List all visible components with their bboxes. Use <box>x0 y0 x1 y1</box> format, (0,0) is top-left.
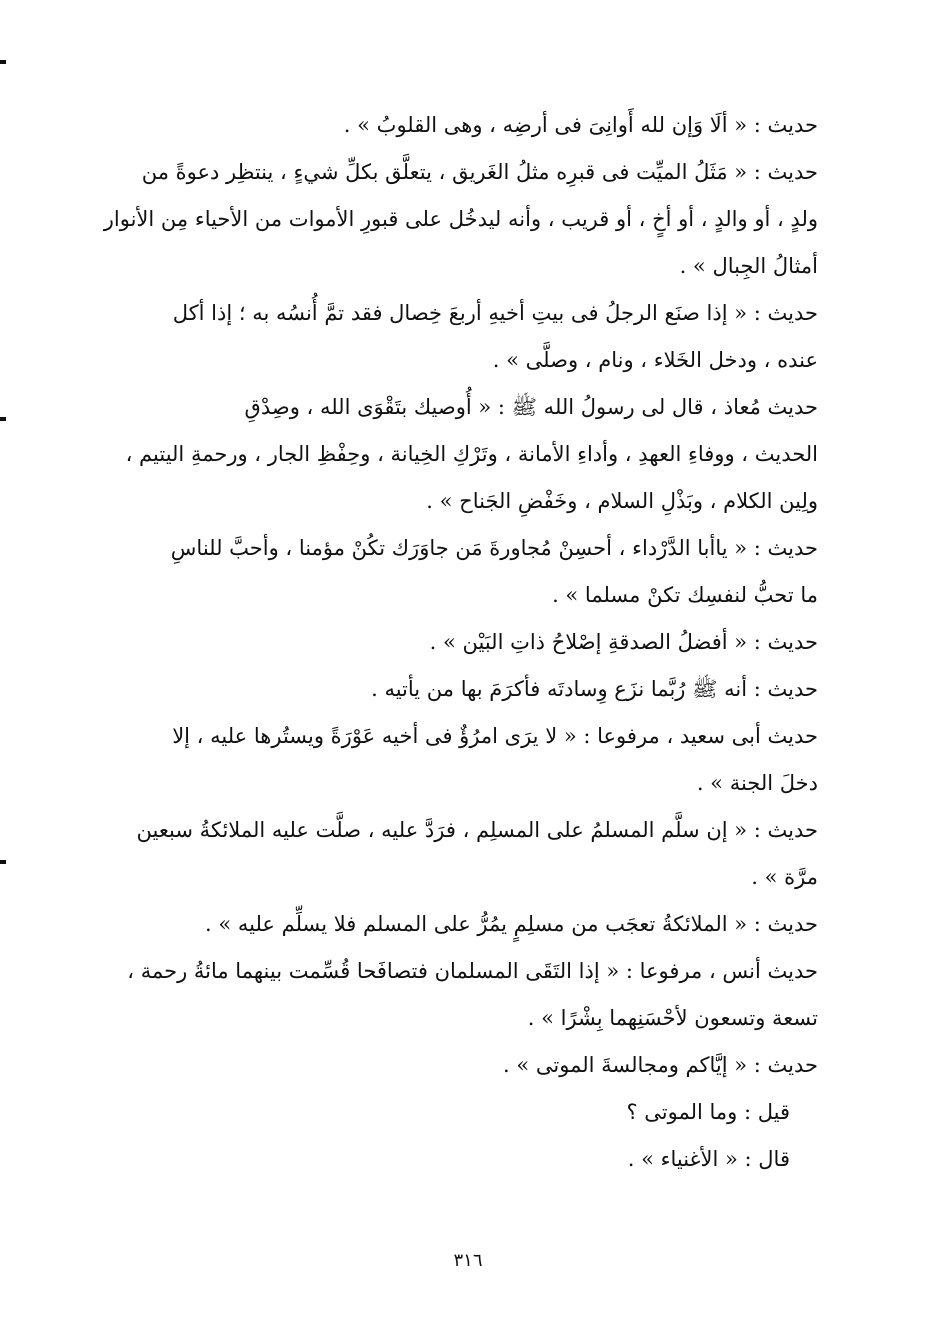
text-line: حديث : « أفضلُ الصدقةِ إصْلاحُ ذاتِ البَيْن » . <box>429 630 818 654</box>
left-margin-mark <box>0 860 6 864</box>
text-line: ما تحبُّ لنفسِك تكنْ مسلما » . <box>552 583 818 607</box>
hadith-text-block <box>100 102 818 1183</box>
text-line: مرَّة » . <box>751 865 818 889</box>
text-line: حديث : « ألَا وَإن لله أَوانِىَ فى أرضِه ، وهى القلوبُ » . <box>343 113 818 137</box>
left-margin-mark <box>0 417 6 421</box>
text-line: حديث : « الملائكةُ تعجَب من مسلِمٍ يمُرُّ على المسلم فلا يسلِّم عليه » . <box>204 912 818 936</box>
text-line: ولِين الكلام ، وبَذْلِ السلام ، وخَفْضِ الجَناح » . <box>426 489 818 513</box>
text-line: قال : « الأغنياء » . <box>627 1147 790 1171</box>
text-line: قيل : وما الموتى ؟ <box>626 1100 790 1124</box>
text-line: حديث : « إيَّاكم ومجالسةَ الموتى » . <box>503 1053 818 1077</box>
text-line: حديث : « إذا صنَع الرجلُ فى بيتِ أخيهِ أربعَ خِصال فقد تمَّ أُنسُه به ؛ إذا أكل <box>172 301 818 325</box>
text-line: عنده ، ودخل الخَلاء ، ونام ، وصلَّى » . <box>492 348 818 372</box>
text-line: حديث أبى سعيد ، مرفوعا : « لا يرَى امرُؤٌ فى أخيه عَوْرَةً ويستُرها عليه ، إلا <box>172 724 818 748</box>
text-line: حديث : أنه ﷺ رُبَّما نزَع وِسادتَه فأكرَمَ بها من يأتيه . <box>371 677 818 701</box>
text-line: حديث : « ياأبا الدَّرْداء ، أحسِنْ مُجاورةَ مَن جاوَرَك تكُنْ مؤمنا ، وأحبَّ للناسِ <box>170 536 818 560</box>
text-line: دخلَ الجنة » . <box>696 771 818 795</box>
left-margin-mark <box>0 60 6 64</box>
page-number: ٣١٦ <box>453 1250 483 1271</box>
text-line: أمثالُ الجِبال » . <box>679 254 818 278</box>
text-line: تسعة وتسعون لأحْسَنِهما بِشْرًا » . <box>527 1006 818 1030</box>
text-line: حديث أنس ، مرفوعا : « إذا التَقَى المسلمان فتصافَحا قُسِّمت بينهما مائةُ رحمة ، <box>127 959 818 983</box>
text-line: ولدٍ ، أو والدٍ ، أو أخٍ ، أو قريب ، وأنه ليدخُل على قبورِ الأموات من الأحياء مِن الأنوار <box>103 207 818 231</box>
text-line: حديث مُعاذ ، قال لى رسولُ الله ﷺ : « أُوصيك بتَقْوَى الله ، وصِدْقِ <box>244 395 818 419</box>
text-line: حديث : « إن سلَّم المسلمُ على المسلِم ، فرَدَّ عليه ، صلَّت عليه الملائكةُ سبعين <box>136 818 818 842</box>
text-line: الحديث ، ووفاءِ العهدِ ، وأداءِ الأمانة ، وتَرْكِ الخِيانة ، وحِفْظِ الجار ، ورحمةِ اليتيم ، <box>125 442 818 466</box>
text-line: حديث : « مَثَلُ الميِّت فى قبرِه مثلُ الغَريق ، يتعلَّق بكلِّ شيءٍ ، ينتظِر دعوةً من <box>141 160 818 184</box>
